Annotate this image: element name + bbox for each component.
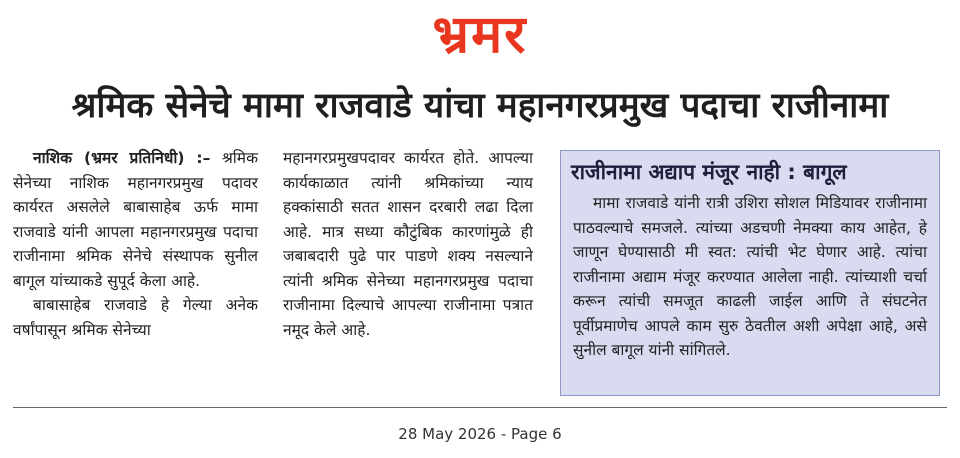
sidebar-box-body bbox=[573, 191, 927, 363]
article-column-1 bbox=[13, 146, 258, 342]
article-paragraph: महानगरप्रमुखपदावर कार्यरत होते. आपल्या कार्यकाळात त्यांनी श्रमिकांच्या न्याय हक्कांसाठी सतत शासन दरबारी लढा दिला आहे. मात्र सध्या कौटुंबिक कारणांमुळे ही जबाबदारी पुढे पार पाडणे शक्य नसल्याने त्यांनी श्रमिक सेनेच्या महानगरप्रमुख पदाचा राजीनामा दिल्याचे आपल्या राजीनामा पत्रात नमूद केले आहे. bbox=[283, 149, 533, 339]
article-paragraph: बाबासाहेब राजवाडे हे गेल्या अनेक वर्षांपासून श्रमिक सेनेच्या bbox=[13, 296, 258, 339]
sidebar-box-paragraph: मामा राजवाडे यांनी रात्री उशिरा सोशल मिडियावर राजीनामा पाठवल्याचे समजले. त्यांच्या अडचणी नेमक्या काय आहेत, हे जाणून घेण्यासाठी मी स्वत: त्यांची भेट घेणार आहे. त्यांचा राजीनामा अद्याम मंजूर करण्यात आलेला नाही. त्यांच्याशी चर्चा करून त्यांची समजूत काढली जाईल आणि ते संघटनेत पूर्वीप्रमाणेच आपले काम सुरु ठेवतील अशी अपेक्षा आहे, असे सुनील बागूल यांनी सांगितले. bbox=[573, 194, 927, 359]
sidebar-box-title: राजीनामा अद्याप मंजूर नाही : बागूल bbox=[571, 160, 847, 184]
page-footer-date: 28 May 2026 - Page 6 bbox=[398, 425, 562, 443]
masthead-logo: भ्रमर bbox=[432, 5, 528, 65]
article-column-2 bbox=[283, 146, 533, 342]
article-headline: श्रमिक सेनेचे मामा राजवाडे यांचा महानगरप्रमुख पदाचा राजीनामा bbox=[71, 86, 889, 126]
page-divider bbox=[13, 407, 947, 408]
article-paragraph bbox=[13, 146, 258, 293]
article-dateline: नाशिक (भ्रमर प्रतिनिधी) :– bbox=[33, 149, 211, 167]
article-text: श्रमिक सेनेच्या नाशिक महानगरप्रमुख पदावर कार्यरत असलेले बाबासाहेब ऊर्फ मामा राजवाडे यांनी आपला महानगरप्रमुख पदाचा राजीनामा श्रमिक सेनेचे संस्थापक सुनील बागूल यांच्याकडे सुपूर्द केला आहे. bbox=[13, 149, 258, 290]
sidebar-quote-box bbox=[560, 150, 940, 396]
